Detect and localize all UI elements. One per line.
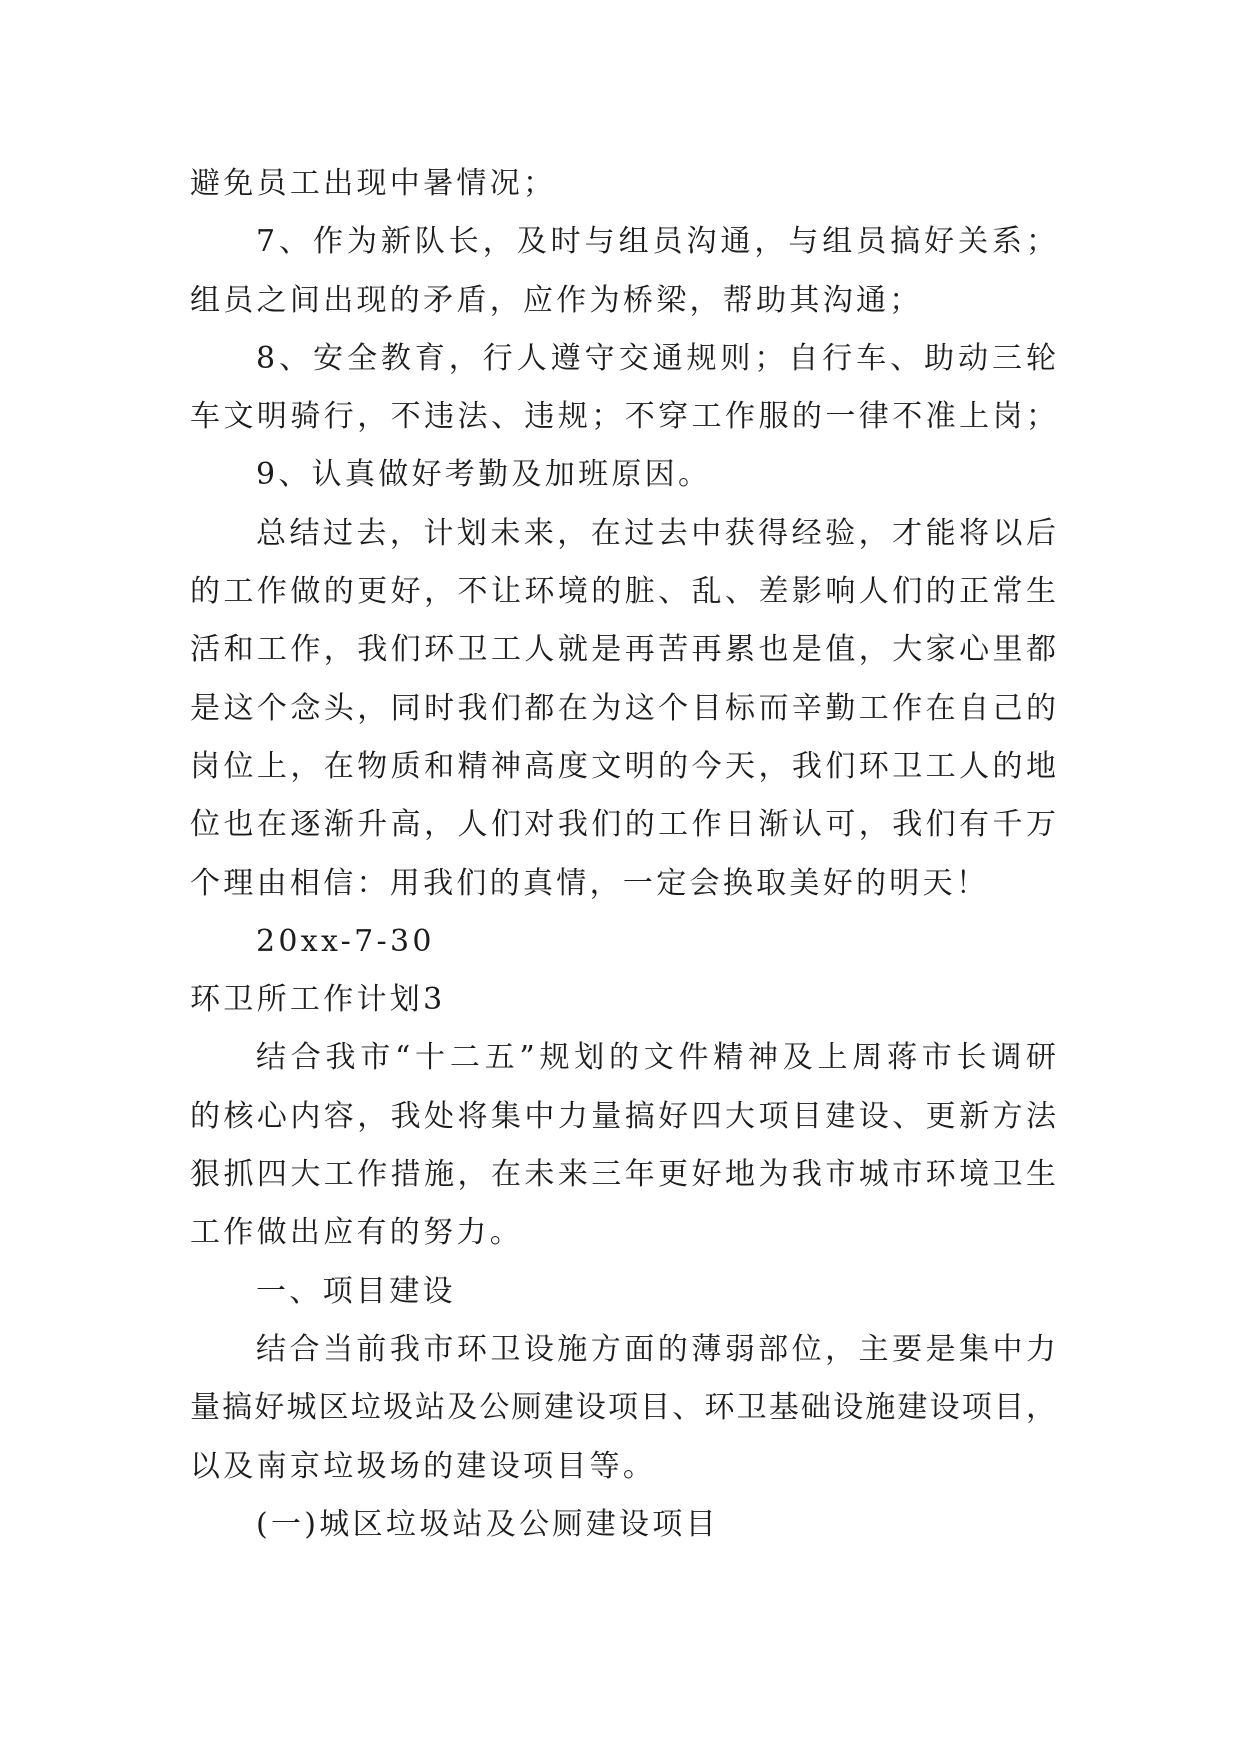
project-paragraph-line: 结合当前我市环卫设施方面的薄弱部位，主要是集中力 xyxy=(256,1331,1056,1367)
summary-paragraph-line: 总结过去，计划未来，在过去中获得经验，才能将以后 xyxy=(256,515,1056,551)
document-page xyxy=(190,155,1056,1554)
summary-paragraph-line: 的工作做的更好，不让环境的脏、乱、差影响人们的正常生 xyxy=(190,574,1056,610)
project-paragraph-line: 量搞好城区垃圾站及公厕建设项目、环卫基础设施建设项目， xyxy=(190,1390,1056,1426)
section-heading: 一、项目建设 xyxy=(256,1273,456,1309)
summary-paragraph-line: 活和工作，我们环卫工人就是再苦再累也是值，大家心里都 xyxy=(190,632,1056,668)
summary-paragraph-line: 位也在逐渐升高，人们对我们的工作日渐认可，我们有千万 xyxy=(190,807,1056,843)
body-text-line: 避免员工出现中暑情况； xyxy=(190,166,557,201)
subsection-heading: (一)城区垃圾站及公厕建设项目 xyxy=(256,1506,719,1542)
list-item-7: 7、作为新队长，及时与组员沟通，与组员搞好关系； xyxy=(256,224,1056,260)
intro-paragraph-line: 工作做出应有的努力。 xyxy=(190,1215,523,1251)
intro-paragraph-line: 狠抓四大工作措施，在未来三年更好地为我市城市环境卫生 xyxy=(190,1157,1056,1193)
summary-paragraph-line: 是这个念头，同时我们都在为这个目标而辛勤工作在自己的 xyxy=(190,690,1056,726)
project-paragraph-line: 以及南京垃圾场的建设项目等。 xyxy=(190,1448,657,1484)
summary-paragraph-line: 个理由相信：用我们的真情，一定会换取美好的明天！ xyxy=(190,865,990,901)
section-title: 环卫所工作计划3 xyxy=(190,982,446,1018)
list-item-8: 8、安全教育，行人遵守交通规则；自行车、助动三轮 xyxy=(256,340,1056,376)
summary-paragraph-line: 岗位上，在物质和精神高度文明的今天，我们环卫工人的地 xyxy=(190,748,1056,784)
intro-paragraph-line: 结合我市“十二五”规划的文件精神及上周蒋市长调研 xyxy=(256,1040,1056,1076)
body-text-line: 车文明骑行，不违法、违规；不穿工作服的一律不准上岗； xyxy=(190,399,1056,435)
date-line: 20xx-7-30 xyxy=(256,923,435,959)
body-text-line: 组员之间出现的矛盾，应作为桥梁，帮助其沟通； xyxy=(190,282,923,318)
list-item-9: 9、认真做好考勤及加班原因。 xyxy=(256,457,712,493)
intro-paragraph-line: 的核心内容，我处将集中力量搞好四大项目建设、更新方法 xyxy=(190,1098,1056,1134)
